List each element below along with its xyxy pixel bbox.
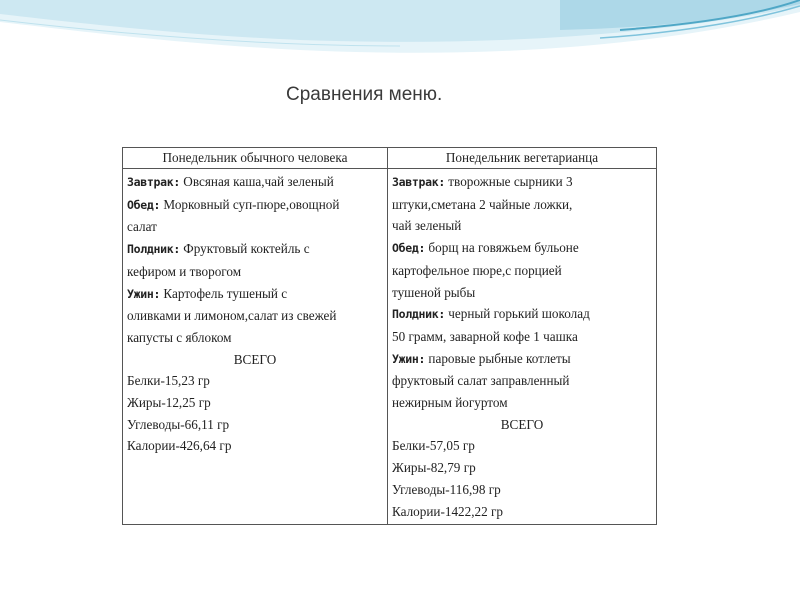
meal-label: Ужин: [127, 286, 161, 301]
meal-text: капусты с яблоком [127, 329, 232, 345]
nutrition-total: Углеводы-66,11 гр [127, 416, 230, 432]
meal-text: 50 грамм, заварной кофе 1 чашка [392, 328, 578, 344]
regular-breakfast-line [127, 171, 383, 194]
meal-text: паровые рыбные котлеты [428, 350, 571, 366]
header-regular: Понедельник обычного человека [123, 148, 388, 169]
meal-text: Морковный суп-пюре,овощной [163, 196, 340, 212]
regular-snack-line [127, 238, 383, 261]
meal-text: борщ на говяжьем бульоне [428, 240, 579, 256]
menu-comparison-table [122, 147, 657, 525]
vegetarian-breakfast-line [392, 171, 652, 194]
nutrition-total: Белки-15,23 гр [127, 373, 210, 389]
nutrition-total: Жиры-82,79 гр [392, 460, 476, 476]
meal-label: Завтрак: [127, 175, 180, 189]
meal-text: черный горький шоколад [448, 306, 590, 322]
nutrition-total: Углеводы-116,98 гр [392, 481, 501, 497]
regular-dinner-line [127, 283, 383, 306]
total-label: ВСЕГО [233, 351, 277, 367]
meal-text: Картофель тушеный с [163, 285, 288, 301]
vegetarian-dinner-line [392, 348, 652, 371]
vegetarian-snack-line [392, 303, 652, 326]
meal-text: нежирным йогуртом [392, 395, 508, 411]
meal-text: чай зеленый [392, 218, 462, 234]
meal-label: Ужин: [392, 351, 426, 366]
table-row [123, 169, 657, 525]
meal-label: Полдник: [392, 307, 445, 322]
nutrition-total: Жиры-12,25 гр [127, 395, 211, 411]
vegetarian-lunch-line [392, 237, 652, 260]
meal-text: творожные сырники 3 [448, 174, 573, 189]
meal-text: кефиром и творогом [127, 263, 242, 279]
meal-label: Завтрак: [392, 175, 445, 189]
meal-text: тушеной рыбы [392, 284, 476, 300]
nutrition-total: Калории-426,64 гр [127, 438, 232, 454]
meal-text: салат [127, 219, 157, 235]
slide-title: Сравнения меню. [286, 84, 443, 105]
meal-text: картофельное пюре,с порцией [392, 262, 562, 278]
meal-label: Обед: [127, 197, 161, 212]
meal-text: штуки,сметана 2 чайные ложки, [392, 196, 573, 212]
meal-label: Обед: [392, 241, 426, 256]
meal-text: Фруктовый коктейль с [183, 241, 310, 257]
nutrition-total: Белки-57,05 гр [392, 438, 475, 454]
nutrition-total: Калории-1422,22 гр [392, 503, 504, 519]
meal-text: фруктовый салат заправленный [392, 373, 570, 389]
regular-menu-cell [123, 169, 388, 525]
regular-lunch-line [127, 194, 383, 217]
vegetarian-menu-cell [388, 169, 657, 525]
total-label: ВСЕГО [500, 416, 544, 432]
meal-label: Полдник: [127, 242, 180, 257]
table-header-row [123, 148, 657, 169]
meal-text: оливками и лимоном,салат из свежей [127, 308, 337, 324]
header-vegetarian: Понедельник вегетарианца [388, 148, 657, 169]
decorative-wave [0, 0, 800, 70]
meal-text: Овсяная каша,чай зеленый [183, 174, 334, 189]
